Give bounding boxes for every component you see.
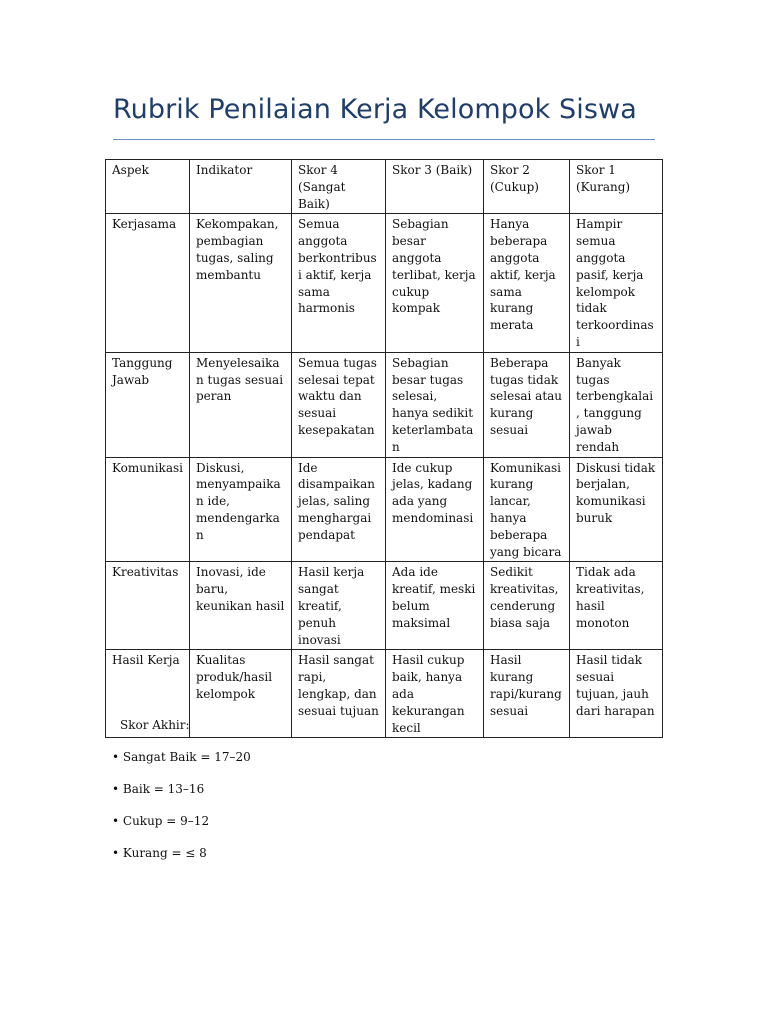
table-cell: Ide cukup jelas, kadang ada yang mendominasi [386, 457, 484, 562]
table-cell: Hasil Kerja [106, 650, 190, 738]
table-cell: Semua anggota berkontribusi aktif, kerja sama harmonis [292, 214, 386, 352]
table-cell: Hasil kurang rapi/kurang sesuai [484, 650, 570, 738]
table-cell: Banyak tugas terbengkalai, tanggung jawab rendah [570, 352, 663, 457]
table-cell: Kualitas produk/hasil kelompok [190, 650, 292, 738]
table-cell: Kreativitas [106, 562, 190, 650]
table-cell: Inovasi, ide baru, keunikan hasil [190, 562, 292, 650]
table-cell: Menyelesaikan tugas sesuai peran [190, 352, 292, 457]
header-cell-skor-2: Skor 2 (Cukup) [484, 160, 570, 214]
document-title: Rubrik Penilaian Kerja Kelompok Siswa [113, 94, 637, 125]
score-section-title: Skor Akhir: [120, 718, 190, 732]
table-cell: Tidak ada kreativitas, hasil monoton [570, 562, 663, 650]
header-cell-aspek: Aspek [106, 160, 190, 214]
table-cell: Sedikit kreativitas, cenderung biasa saja [484, 562, 570, 650]
table-cell: Ada ide kreatif, meski belum maksimal [386, 562, 484, 650]
rubric-table [105, 159, 663, 738]
table-row [106, 214, 663, 352]
table-cell: Hanya beberapa anggota aktif, kerja sama kurang merata [484, 214, 570, 352]
table-cell: Ide disampaikan jelas, saling menghargai pendapat [292, 457, 386, 562]
score-item-sangat-baik: • Sangat Baik = 17–20 [112, 750, 251, 764]
table-cell: Diskusi tidak berjalan, komunikasi buruk [570, 457, 663, 562]
table-cell: Hasil cukup baik, hanya ada kekurangan kecil [386, 650, 484, 738]
table-cell: Beberapa tugas tidak selesai atau kurang sesuai [484, 352, 570, 457]
table-header-row [106, 160, 663, 214]
title-underline [113, 139, 655, 140]
table-cell: Semua tugas selesai tepat waktu dan sesuai kesepakatan [292, 352, 386, 457]
table-cell: Tanggung Jawab [106, 352, 190, 457]
table-cell: Komunikasi [106, 457, 190, 562]
table-cell: Kekompakan, pembagian tugas, saling membantu [190, 214, 292, 352]
header-cell-skor-4: Skor 4 (Sangat Baik) [292, 160, 386, 214]
header-cell-skor-3: Skor 3 (Baik) [386, 160, 484, 214]
table-cell: Hasil kerja sangat kreatif, penuh inovasi [292, 562, 386, 650]
table-cell: Sebagian besar anggota terlibat, kerja cukup kompak [386, 214, 484, 352]
header-cell-indikator: Indikator [190, 160, 292, 214]
score-item-cukup: • Cukup = 9–12 [112, 814, 210, 828]
header-cell-skor-1: Skor 1 (Kurang) [570, 160, 663, 214]
table-cell: Komunikasi kurang lancar, hanya beberapa yang bicara [484, 457, 570, 562]
table-cell: Hampir semua anggota pasif, kerja kelompok tidak terkoordinasi [570, 214, 663, 352]
table-cell: Hasil sangat rapi, lengkap, dan sesuai tujuan [292, 650, 386, 738]
table-cell: Kerjasama [106, 214, 190, 352]
table-cell: Diskusi, menyampaikan ide, mendengarkan [190, 457, 292, 562]
table-cell: Hasil tidak sesuai tujuan, jauh dari harapan [570, 650, 663, 738]
table-row [106, 562, 663, 650]
table-row [106, 352, 663, 457]
score-item-kurang: • Kurang = ≤ 8 [112, 846, 207, 860]
score-item-baik: • Baik = 13–16 [112, 782, 205, 796]
table-cell: Sebagian besar tugas selesai, hanya sedikit keterlambatan [386, 352, 484, 457]
table-row [106, 457, 663, 562]
